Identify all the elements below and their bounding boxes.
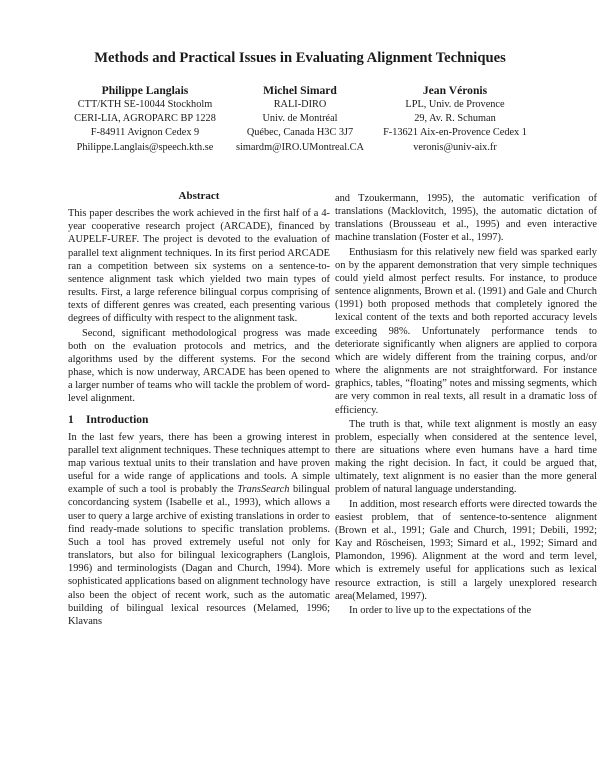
author-simard — [225, 83, 375, 155]
author-affiliation-line: F-13621 Aix-en-Provence Cedex 1 — [383, 127, 527, 139]
body-paragraph: In addition, most research efforts were directed towards the easiest problem, that of sentence-to-sentence alignment (Brown et al., 1991; Gale and Church, 1991; Debili, 1992; Kay and Röscheisen, 1993; Simard et al., 1992; Simard and Plamondon, 1996). Alignment at the word and term level, which is extremely useful for applications such as lexical resource extraction, is still a largely unexplored research area(Melamed, 1997). — [335, 498, 597, 602]
intro-text: bilingual concordancing system (Isabelle et al., 1993), which allows a user to query a large archive of existing translations in order to find ready-made solutions to specific translation problems. Such a tool has proved extremely useful not only for translators, but also for bilingual lexicographers (Langlois, 1996) and terminologists (Dagan and Church, 1994). More sophisticated applications based on alignment technology have also been the object of recent work, such as the automatic building of bilingual lexical resources (Melamed, 1996; Klavans — [68, 484, 330, 627]
right-column — [335, 192, 597, 617]
author-affiliation-line: Univ. de Montréal — [262, 113, 338, 125]
author-email: veronis@univ-aix.fr — [413, 141, 497, 153]
author-name: Michel Simard — [263, 84, 337, 97]
body-paragraph: Enthusiasm for this relatively new field was sparked early on by the apparent demonstration that very simple techniques could yield almost perfect results. For instance, to produce sentence alignments, Brown et al. (1991) and Gale and Church (1991) both proposed methods that completely ignored the lexical content of the texts and both reported accuracy levels exceeding 98%. Unfortunately performance tends to deteriorate significantly when aligners are applied to corpora which are widely different from the training corpus, and/or where the alignments are not straightforward. For instance graphics, tables, “floating” notes and missing segments, which are very common in real texts, all result in a dramatic loss of efficiency. — [335, 246, 597, 416]
author-name: Jean Véronis — [422, 84, 488, 97]
author-affiliation-line: LPL, Univ. de Provence — [405, 99, 505, 110]
author-langlais — [70, 83, 220, 155]
section-title-text: Introduction — [86, 413, 149, 426]
left-column — [68, 190, 330, 628]
intro-paragraph — [68, 431, 330, 628]
intro-text: In the last few years, there has been a growing interest in parallel text alignment techniques. These techniques attempt to map various textual units to their translation and have proven useful for a wide range of applications and tools. A simple example of such a tool is probably the — [68, 431, 330, 496]
paper-title: Methods and Practical Issues in Evaluating Alignment Techniques — [94, 50, 506, 66]
author-email: Philippe.Langlais@speech.kth.se — [76, 141, 214, 153]
section-number: 1 — [68, 413, 74, 426]
author-affiliation-line: Québec, Canada H3C 3J7 — [246, 127, 354, 139]
author-block — [0, 83, 600, 153]
author-affiliation-line: CERI-LIA, AGROPARC BP 1228 — [74, 113, 216, 125]
body-paragraph: and Tzoukermann, 1995), the automatic verification of translations (Macklovitch, 1995), the automatic dictation of translations (Brousseau et al., 1995) and even interactive machine translation (Foster et al., 1997). — [335, 193, 597, 244]
abstract-heading: Abstract — [178, 190, 220, 202]
author-affiliation-line: 29, Av. R. Schuman — [414, 113, 496, 125]
system-name: TransSearch — [237, 484, 290, 496]
section-heading — [68, 414, 330, 427]
abstract-paragraph: Second, significant methodological progress was made both on the evaluation protocols and metrics, and the algorithms used by the different systems. For the second phase, which is now underway, ARCADE has been opened to a larger number of teams who will tackle the problem of word-level alignment. — [68, 327, 330, 405]
author-email: simardm@IRO.UMontreal.CA — [236, 141, 364, 153]
author-name: Philippe Langlais — [101, 84, 189, 97]
author-affiliation-line: RALI-DIRO — [273, 99, 327, 110]
abstract-paragraph: This paper describes the work achieved in the first half of a 4-year cooperative research project (ARCADE), financed by AUPELF-UREF. The project is devoted to the evaluation of parallel text alignment techniques. In its first period ARCADE ran a competition between six systems on a sentence-to-sentence alignment task which yielded two main types of results. First, a large reference bilingual corpus comprising of texts of different genres was created, each presenting various degrees of difficulty with respect to the alignment task. — [68, 208, 330, 325]
body-paragraph: In order to live up to the expectations of the — [349, 604, 532, 616]
author-affiliation-line: CTT/KTH SE-10044 Stockholm — [77, 99, 213, 110]
author-veronis — [370, 83, 540, 155]
body-paragraph: The truth is that, while text alignment is mostly an easy problem, especially when considered at the sentence level, there are situations where even humans have a hard time making the right decision. In fact, it could be argued that, ultimately, text alignment is no easier than the more general problem of natural language understanding. — [335, 418, 597, 496]
author-affiliation-line: F-84911 Avignon Cedex 9 — [90, 127, 200, 139]
